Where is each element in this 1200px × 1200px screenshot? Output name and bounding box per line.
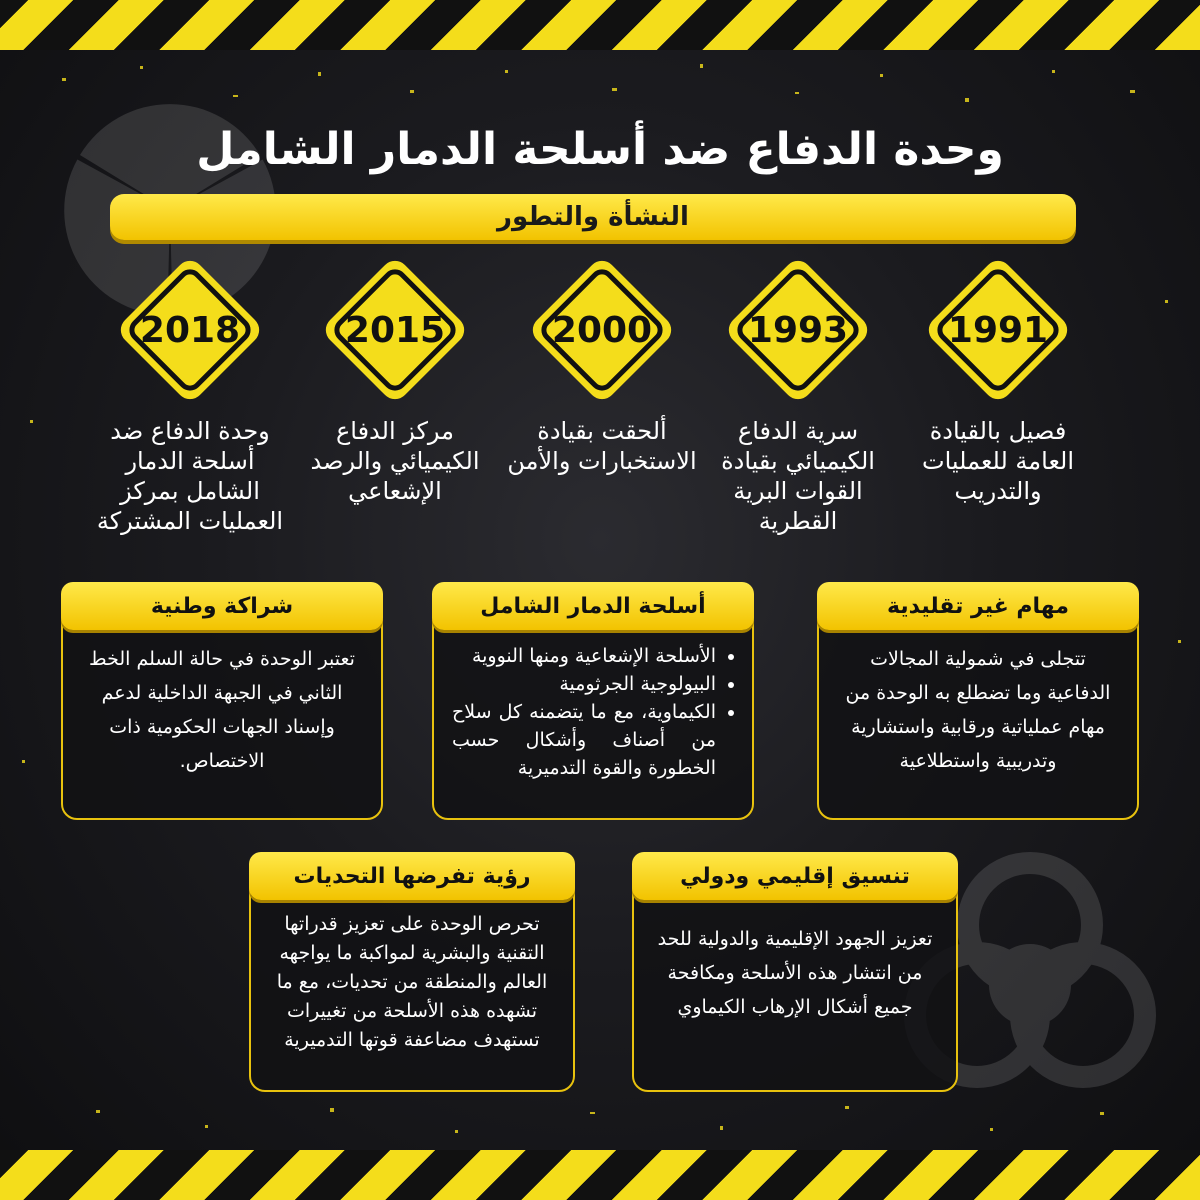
card-title: أسلحة الدمار الشامل <box>480 593 706 619</box>
list-item: • البيولوجية الجرثومية <box>452 670 716 698</box>
card-title: مهام غير تقليدية <box>887 593 1069 619</box>
milestone-description: فصيل بالقيادة العامة للعمليات والتدريب <box>921 417 1075 505</box>
milestone-2000 <box>507 250 697 476</box>
milestone-2015 <box>300 250 490 506</box>
card-body <box>432 606 754 820</box>
card-national-partnership <box>61 582 383 820</box>
card-header <box>249 852 575 900</box>
milestone-description: مركز الدفاع الكيميائي والرصد الإشعاعي <box>310 417 480 505</box>
milestone-1991 <box>903 250 1093 506</box>
warning-diamond-icon <box>718 250 878 410</box>
milestone-description: وحدة الدفاع ضد أسلحة الدمار الشامل بمركز العمليات المشتركة <box>96 417 284 535</box>
warning-diamond-icon <box>522 250 682 410</box>
list-item: • الأسلحة الإشعاعية ومنها النووية <box>452 642 716 670</box>
card-title: شراكة وطنية <box>150 593 294 619</box>
warning-diamond-icon <box>918 250 1078 410</box>
card-body: تتجلى في شمولية المجالات الدفاعية وما تضطلع به الوحدة من مهام عملياتية ورقابية واستشارية وتدريبية واستطلاعية <box>817 606 1139 820</box>
warning-diamond-icon <box>315 250 475 410</box>
milestone-year: 1993 <box>747 309 849 351</box>
hazard-stripes-top <box>0 0 1200 50</box>
milestone-1993 <box>703 250 893 536</box>
card-wmd <box>432 582 754 820</box>
milestone-description: ألحقت بقيادة الاستخبارات والأمن <box>507 417 697 475</box>
warning-diamond-icon <box>110 250 270 410</box>
subtitle-text: النشأة والتطور <box>497 202 689 232</box>
milestone-year: 2018 <box>139 309 241 351</box>
list-item: • الكيماوية، مع ما يتضمنه كل سلاح من أصناف وأشكال حسب الخطورة والقوة التدميرية <box>452 698 716 782</box>
card-vision <box>249 852 575 1092</box>
card-header <box>632 852 958 900</box>
card-body: تعتبر الوحدة في حالة السلم الخط الثاني في الجبهة الداخلية لدعم وإسناد الجهات الحكومية ذات الاختصاص. <box>61 606 383 820</box>
card-body: تعزيز الجهود الإقليمية والدولية للحد من انتشار هذه الأسلحة ومكافحة جميع أشكال الإرهاب الكيماوي <box>632 876 958 1092</box>
card-header <box>432 582 754 630</box>
card-body: تحرص الوحدة على تعزيز قدراتها التقنية والبشرية لمواكبة ما يواجهه العالم والمنطقة من تحديات، مع ما تشهده هذه الأسلحة من تغييرات تستهدف مضاعفة قوتها التدميرية <box>249 876 575 1092</box>
milestone-year: 2015 <box>344 309 446 351</box>
card-header <box>817 582 1139 630</box>
page-title: وحدة الدفاع ضد أسلحة الدمار الشامل <box>196 124 1004 175</box>
card-regional-coordination <box>632 852 958 1092</box>
subtitle-banner <box>110 194 1076 240</box>
card-title: تنسيق إقليمي ودولي <box>680 863 910 889</box>
milestone-description: سرية الدفاع الكيميائي بقيادة القوات البرية القطرية <box>721 417 875 535</box>
wmd-list <box>452 642 734 782</box>
hazard-stripes-bottom <box>0 1150 1200 1200</box>
milestone-2018 <box>95 250 285 536</box>
card-header <box>61 582 383 630</box>
card-unconventional-missions <box>817 582 1139 820</box>
card-title: رؤية تفرضها التحديات <box>293 863 531 889</box>
milestone-year: 1991 <box>947 309 1049 351</box>
milestone-year: 2000 <box>551 309 653 351</box>
